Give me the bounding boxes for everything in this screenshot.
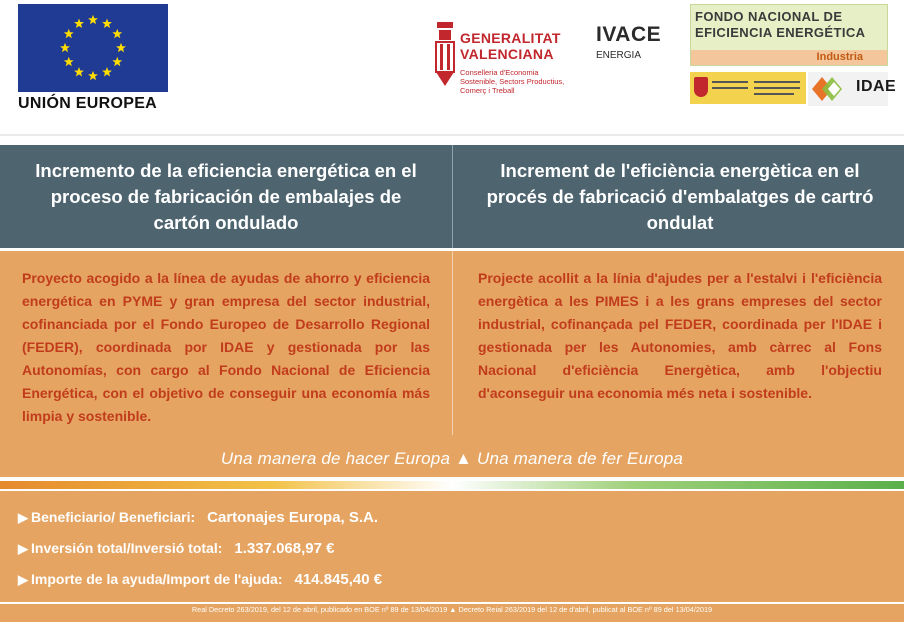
eu-star-icon xyxy=(112,57,122,66)
title-line: Increment de l'eficiència energètica en el xyxy=(500,159,860,181)
generalitat-title xyxy=(460,30,561,62)
generalitat-crest-icon xyxy=(432,20,458,90)
eu-star-icon xyxy=(60,43,70,52)
title-line: procés de fabricació d'embalatges de cartró xyxy=(486,185,874,207)
gv-title-line: VALENCIANA xyxy=(460,46,554,62)
column-divider xyxy=(452,251,453,435)
arrow-right-icon: ▶ xyxy=(18,541,28,556)
beneficiary-label: Beneficiario/ Beneficiari: xyxy=(31,509,196,525)
investment-label: Inversión total/Inversió total: xyxy=(31,540,223,556)
fondo-industria-label: Industria xyxy=(691,50,887,65)
ivace-subtitle: ENERGIA xyxy=(596,50,642,61)
description-spanish: Proyecto acogido a la línea de ayudas de ahorro y eficiencia energética en PYME y gran empresa del sector industrial, cofinanciada por el Fondo Europeo de Desarrollo Regional (FEDER), coordinada por IDAE y gestionada por las Autonomías, con cargo al Fondo Nacional de Eficiencia Energética, con el objetivo de conseguir una economía más limpia y sostenible. xyxy=(22,270,430,424)
eu-star-icon xyxy=(102,19,112,28)
header-divider xyxy=(0,134,904,136)
column-divider xyxy=(452,145,453,248)
spain-shield-icon xyxy=(694,77,708,97)
fn-title-line: FONDO NACIONAL DE xyxy=(695,9,843,24)
eu-star-icon xyxy=(88,71,98,80)
generalitat-subtitle xyxy=(460,68,600,95)
feder-slogan: Una manera de hacer Europa ▲ Una manera de fer Europa xyxy=(220,449,684,468)
beneficiary-value: Cartonajes Europa, S.A. xyxy=(207,509,379,526)
eu-star-icon xyxy=(64,57,74,66)
ministry-logo xyxy=(690,72,806,104)
title-line: Incremento de la eficiencia energética en el xyxy=(35,159,417,181)
eu-star-icon xyxy=(102,67,112,76)
color-band xyxy=(0,481,904,489)
fn-title-line: EFICIENCIA ENERGÉTICA xyxy=(695,25,866,40)
eu-star-icon xyxy=(88,15,98,24)
aid-row xyxy=(18,571,382,588)
legal-footer: Real Decreto 263/2019, del 12 de abril, publicado en BOE nº 89 de 13/04/2019 ▲ Decreto Reial 263/2019 del 12 de d'abril, publicat al BOE nº 89 del 13/04/2019 xyxy=(0,604,904,622)
description-panel xyxy=(0,251,904,477)
fondo-nacional-logo xyxy=(690,4,888,66)
eu-stars-icon xyxy=(18,4,168,92)
gv-sub-line: Sostenible, Sectors Productius, xyxy=(460,77,565,86)
idae-mark-icon xyxy=(808,72,852,106)
title-bar xyxy=(0,145,904,248)
title-line: proceso de fabricación de embalajes de xyxy=(50,185,402,207)
arrow-right-icon: ▶ xyxy=(18,572,28,587)
beneficiary-row xyxy=(18,509,378,526)
arrow-right-icon: ▶ xyxy=(18,510,28,525)
eu-star-icon xyxy=(74,67,84,76)
eu-star-icon xyxy=(112,29,122,38)
investment-row xyxy=(18,540,334,557)
generalitat-logo xyxy=(432,20,592,100)
fondo-nacional-title xyxy=(695,9,865,41)
aid-label: Importe de la ayuda/Import de l'ajuda: xyxy=(31,571,283,587)
eu-star-icon xyxy=(116,43,126,52)
aid-value: 414.845,40 € xyxy=(294,571,383,588)
eu-label: UNIÓN EUROPEA xyxy=(18,95,158,112)
title-line: cartón ondulado xyxy=(153,211,299,233)
idae-label: IDAE xyxy=(856,78,897,95)
description-catalan: Projecte acollit a la línia d'ajudes per a l'estalvi i l'eficiència energètica a les PIMES i a les grans empreses del sector industrial, cofinançada pel FEDER, coordinada per l'IDAE i gestionada per les Autonomies, amb càrrec al Fons Nacional d'eficiència Energètica, amb l'objectiu d'aconseguir una economia més neta i sostenible. xyxy=(478,270,882,401)
investment-value: 1.337.068,97 € xyxy=(234,540,335,557)
title-line: ondulat xyxy=(646,211,714,233)
gv-sub-line: Comerç i Treball xyxy=(460,86,515,95)
eu-star-icon xyxy=(74,19,84,28)
title-catalan xyxy=(470,145,890,248)
gv-title-line: GENERALITAT xyxy=(460,30,561,46)
ivace-logo: IVACE xyxy=(596,23,662,46)
eu-star-icon xyxy=(64,29,74,38)
eu-flag-logo xyxy=(18,4,168,92)
header-logos xyxy=(0,0,904,130)
gv-sub-line: Conselleria d'Economia xyxy=(460,68,539,77)
project-details xyxy=(0,491,904,602)
title-spanish xyxy=(20,145,432,248)
